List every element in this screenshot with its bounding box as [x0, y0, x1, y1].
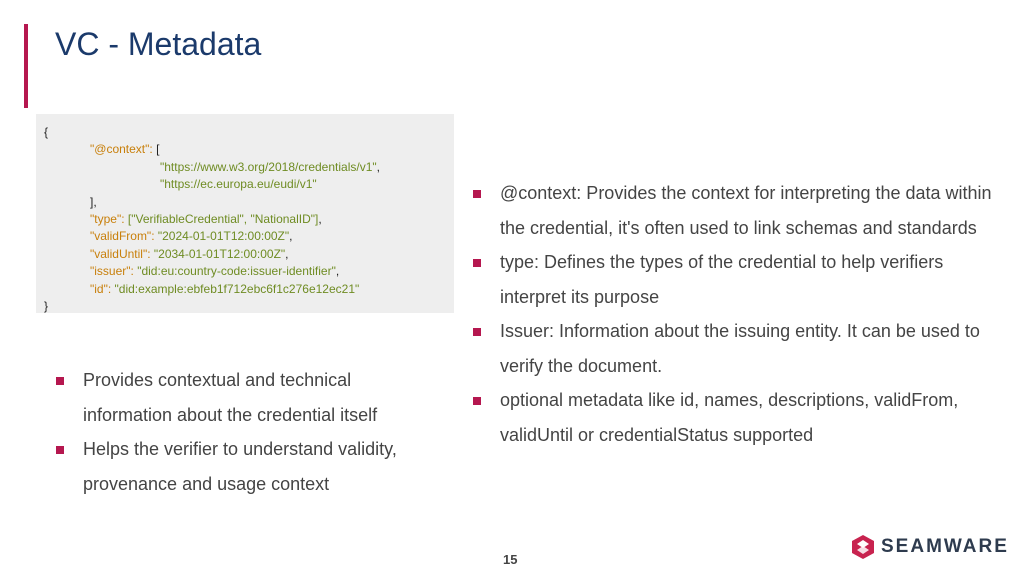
page-number: 15 [503, 552, 518, 567]
code-comma: , [285, 246, 289, 261]
code-value-context-2: "https://ec.europa.eu/eudi/v1" [160, 177, 317, 192]
slide-title: VC - Metadata [55, 26, 262, 62]
code-key-validuntil: "validUntil": [90, 246, 151, 261]
right-bullet-list [473, 176, 993, 452]
code-line-validuntil [44, 246, 446, 263]
code-close-brace: } [44, 299, 49, 314]
bullet-item [56, 363, 436, 432]
code-line-issuer [44, 263, 446, 280]
code-key-validfrom: "validFrom": [90, 229, 155, 244]
bullet-text: type: Defines the types of the credential to help verifiers interpret its purpose [500, 252, 944, 307]
bullet-text: @context: Provides the context for interpreting the data within the credential, it's often used to link schemas and standards [500, 183, 992, 238]
code-key-context: "@context": [90, 142, 153, 157]
code-comma: , [289, 229, 293, 244]
left-bullet-list [56, 363, 436, 501]
code-value-validfrom: "2024-01-01T12:00:00Z" [154, 229, 290, 244]
seamware-logo [850, 534, 1009, 560]
code-line-context [44, 141, 446, 158]
bullet-item [56, 432, 436, 501]
code-line-context-value-2 [44, 176, 446, 193]
code-value-id: "did:example:ebfeb1f712ebc6f1c276e12ec21" [111, 281, 360, 296]
code-key-id: "id": [90, 281, 112, 296]
code-line-validfrom [44, 228, 446, 245]
logo-text: SEAMWARE [881, 536, 1009, 557]
code-bracket-close: ], [90, 194, 97, 209]
bullet-item [473, 383, 993, 452]
code-value-context-1: "https://www.w3.org/2018/credentials/v1" [160, 159, 377, 174]
code-value-issuer: "did:eu:country-code:issuer-identifier" [133, 264, 336, 279]
code-comma: , [318, 212, 322, 227]
code-key-type: "type": [90, 212, 125, 227]
bullet-item [473, 176, 993, 245]
code-open-brace: { [44, 125, 49, 139]
code-value-validuntil: "2034-01-01T12:00:00Z" [150, 246, 286, 261]
bullet-square-icon [473, 328, 481, 336]
bullet-square-icon [56, 377, 64, 385]
code-comma: , [376, 159, 380, 174]
code-comma: , [335, 264, 340, 279]
code-key-issuer: "issuer": [90, 264, 134, 279]
bullet-text: Helps the verifier to understand validity, provenance and usage context [83, 439, 397, 494]
seamware-logo-icon [850, 534, 876, 560]
bullet-text: Provides contextual and technical information about the credential itself [83, 370, 378, 425]
code-line-context-value-1 [44, 159, 446, 176]
code-value-type: ["VerifiableCredential", "NationalID"] [124, 212, 319, 227]
code-bracket-open: [ [152, 142, 160, 157]
bullet-text: optional metadata like id, names, descriptions, validFrom, validUntil or credentialStatus supported [500, 390, 959, 445]
bullet-square-icon [473, 190, 481, 198]
bullet-square-icon [473, 397, 481, 405]
bullet-item [473, 245, 993, 314]
bullet-square-icon [56, 446, 64, 454]
bullet-text: Issuer: Information about the issuing entity. It can be used to verify the document. [500, 321, 980, 376]
title-accent-bar [24, 24, 28, 108]
code-line-type [44, 211, 446, 228]
code-line-id [44, 281, 446, 298]
bullet-square-icon [473, 259, 481, 267]
bullet-item [473, 314, 993, 383]
json-code-block [36, 114, 454, 313]
